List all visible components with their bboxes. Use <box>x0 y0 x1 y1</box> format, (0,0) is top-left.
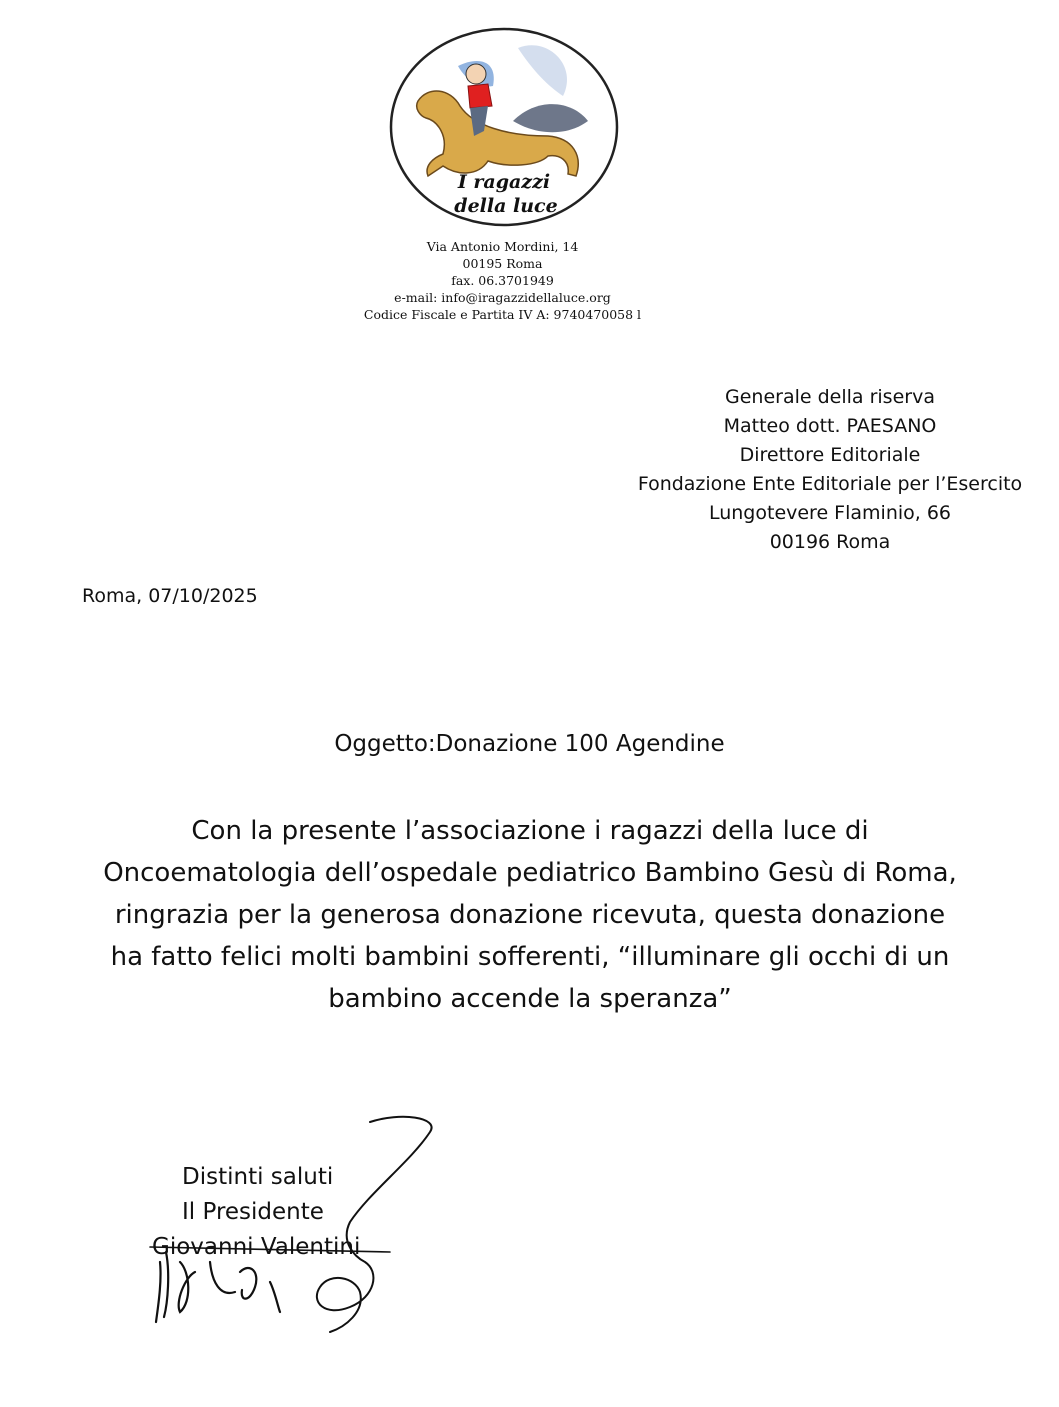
letterhead-contact-block <box>330 238 675 323</box>
body-line: ringrazia per la generosa donazione ricevuta, questa donazione <box>114 900 946 930</box>
recipient-line: Direttore Editoriale <box>739 444 921 466</box>
logo-illustration <box>388 26 620 228</box>
recipient-line: Fondazione Ente Editoriale per l’Esercito <box>637 473 1023 495</box>
closing-title: Il Presidente <box>182 1199 324 1225</box>
closing-greeting: Distinti saluti <box>182 1164 334 1190</box>
letterhead-tax-id: Codice Fiscale e Partita IV A: 9740470058 l <box>363 307 642 322</box>
closing-name: Giovanni Valentini <box>152 1234 361 1260</box>
recipient-line: Matteo dott. PAESANO <box>723 415 937 437</box>
logo-rider-shirt <box>468 84 492 108</box>
recipient-line: Generale della riserva <box>725 386 935 408</box>
letter-date: Roma, 07/10/2025 <box>82 585 258 607</box>
letterhead-fax: fax. 06.3701949 <box>451 273 554 288</box>
logo-text-line2: della luce <box>454 195 558 217</box>
recipient-line: Lungotevere Flaminio, 66 <box>708 502 952 524</box>
letter-subject: Oggetto:Donazione 100 Agendine <box>334 731 725 757</box>
letter-body <box>20 810 1040 1020</box>
body-line: Con la presente l’associazione i ragazzi della luce di <box>191 816 869 846</box>
letterhead-email: e-mail: info@iragazzidellaluce.org <box>394 290 611 305</box>
logo-text-line1: I ragazzi <box>457 171 551 193</box>
body-line: bambino accende la speranza” <box>328 984 732 1014</box>
logo-rider-head <box>466 64 486 84</box>
association-logo <box>388 26 620 228</box>
body-line: ha fatto felici molti bambini sofferenti, “illuminare gli occhi di un <box>110 942 950 972</box>
letterhead-city: 00195 Roma <box>462 256 543 271</box>
letterhead-address: Via Antonio Mordini, 14 <box>426 239 579 254</box>
body-line: Oncoematologia dell’ospedale pediatrico Bambino Gesù di Roma, <box>103 858 957 888</box>
letter-closing <box>150 1160 410 1265</box>
recipient-address-block <box>600 383 1059 557</box>
recipient-line: 00196 Roma <box>769 531 891 553</box>
